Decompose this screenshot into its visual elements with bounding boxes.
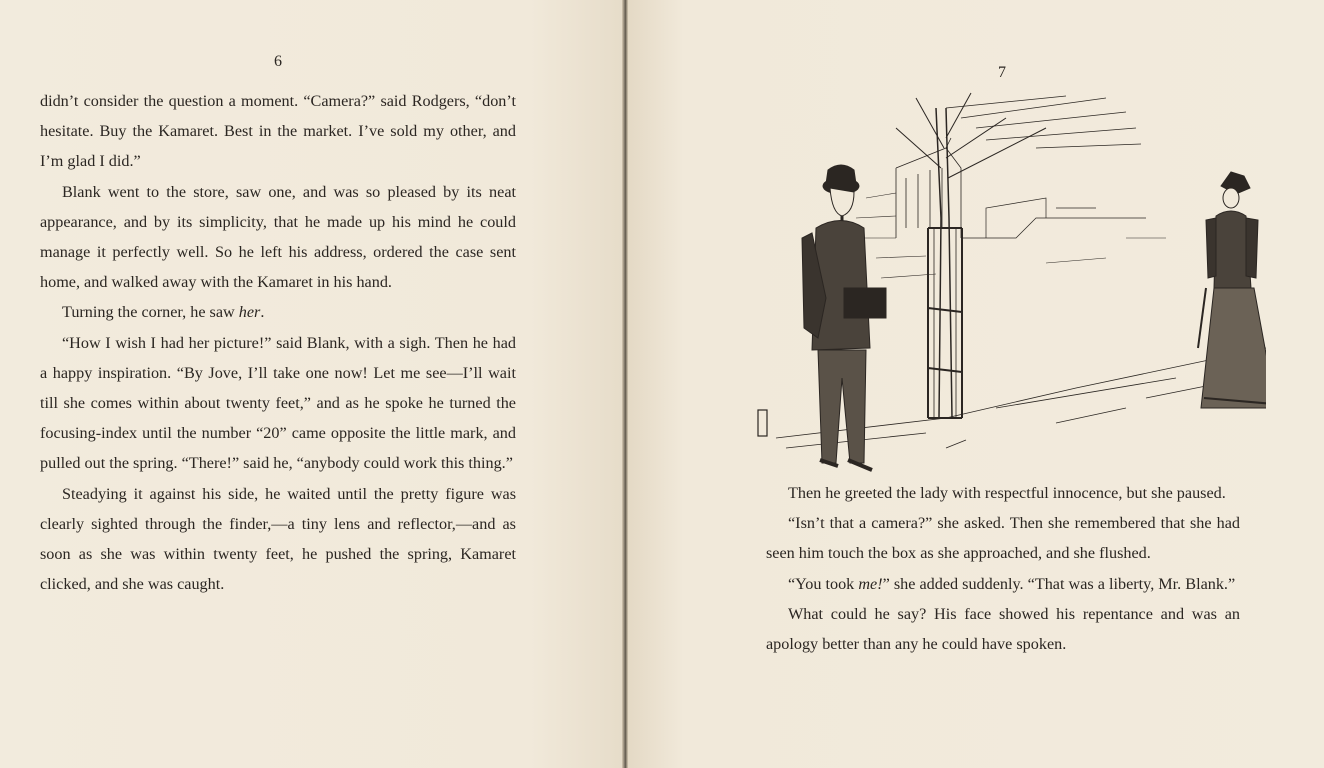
left-page-text — [40, 86, 516, 599]
paragraph: didn’t consider the question a moment. “Camera?” said Rodgers, “don’t hesitate. Buy the Kamaret. Best in the market. I’ve sold my other, and I’m glad I did.” — [40, 92, 516, 171]
paragraph: Blank went to the store, saw one, and was so pleased by its neat appearance, and by its simplicity, that he made up his mind he could manage it perfectly well. So he left his address, ordered the case sent home, and walked away with the Kamaret in his hand. — [40, 182, 516, 292]
paragraph: What could he say? His face showed his repentance and was an apology better than any he could have spoken. — [766, 604, 1240, 654]
right-page — [628, 0, 1324, 768]
paragraph: “Isn’t that a camera?” she asked. Then she remembered that she had seen him touch the box as she approached, and she flushed. — [766, 514, 1240, 563]
paragraph: Steadying it against his side, he waited until the pretty figure was clearly sighted through the finder,—a tiny lens and reflector,—and as soon as she was within twenty feet, he pushed the spring, Kamaret clicked, and she was caught. — [40, 484, 516, 594]
paragraph: Turning the corner, he saw her. — [62, 303, 265, 322]
paragraph: “How I wish I had her picture!” said Blank, with a sigh. Then he had a happy inspiration. “By Jove, I’ll take one now! Let me see—I’ll wait till she comes within about twenty feet,” and as he spoke he turned the focusing-index until the number “20” came opposite the little mark, and pulled out the spring. “There!” said he, “anybody could work this thing.” — [40, 333, 516, 473]
paragraph: Then he greeted the lady with respectful innocence, but she paused. — [788, 484, 1226, 502]
page-number: 6 — [274, 53, 282, 70]
page-number: 7 — [998, 64, 1006, 81]
paragraph: “You took me!” she added suddenly. “That was a liberty, Mr. Blank.” — [788, 574, 1236, 593]
left-page — [0, 0, 624, 768]
right-page-text — [766, 478, 1240, 659]
illustration-street-scene — [746, 88, 1266, 474]
